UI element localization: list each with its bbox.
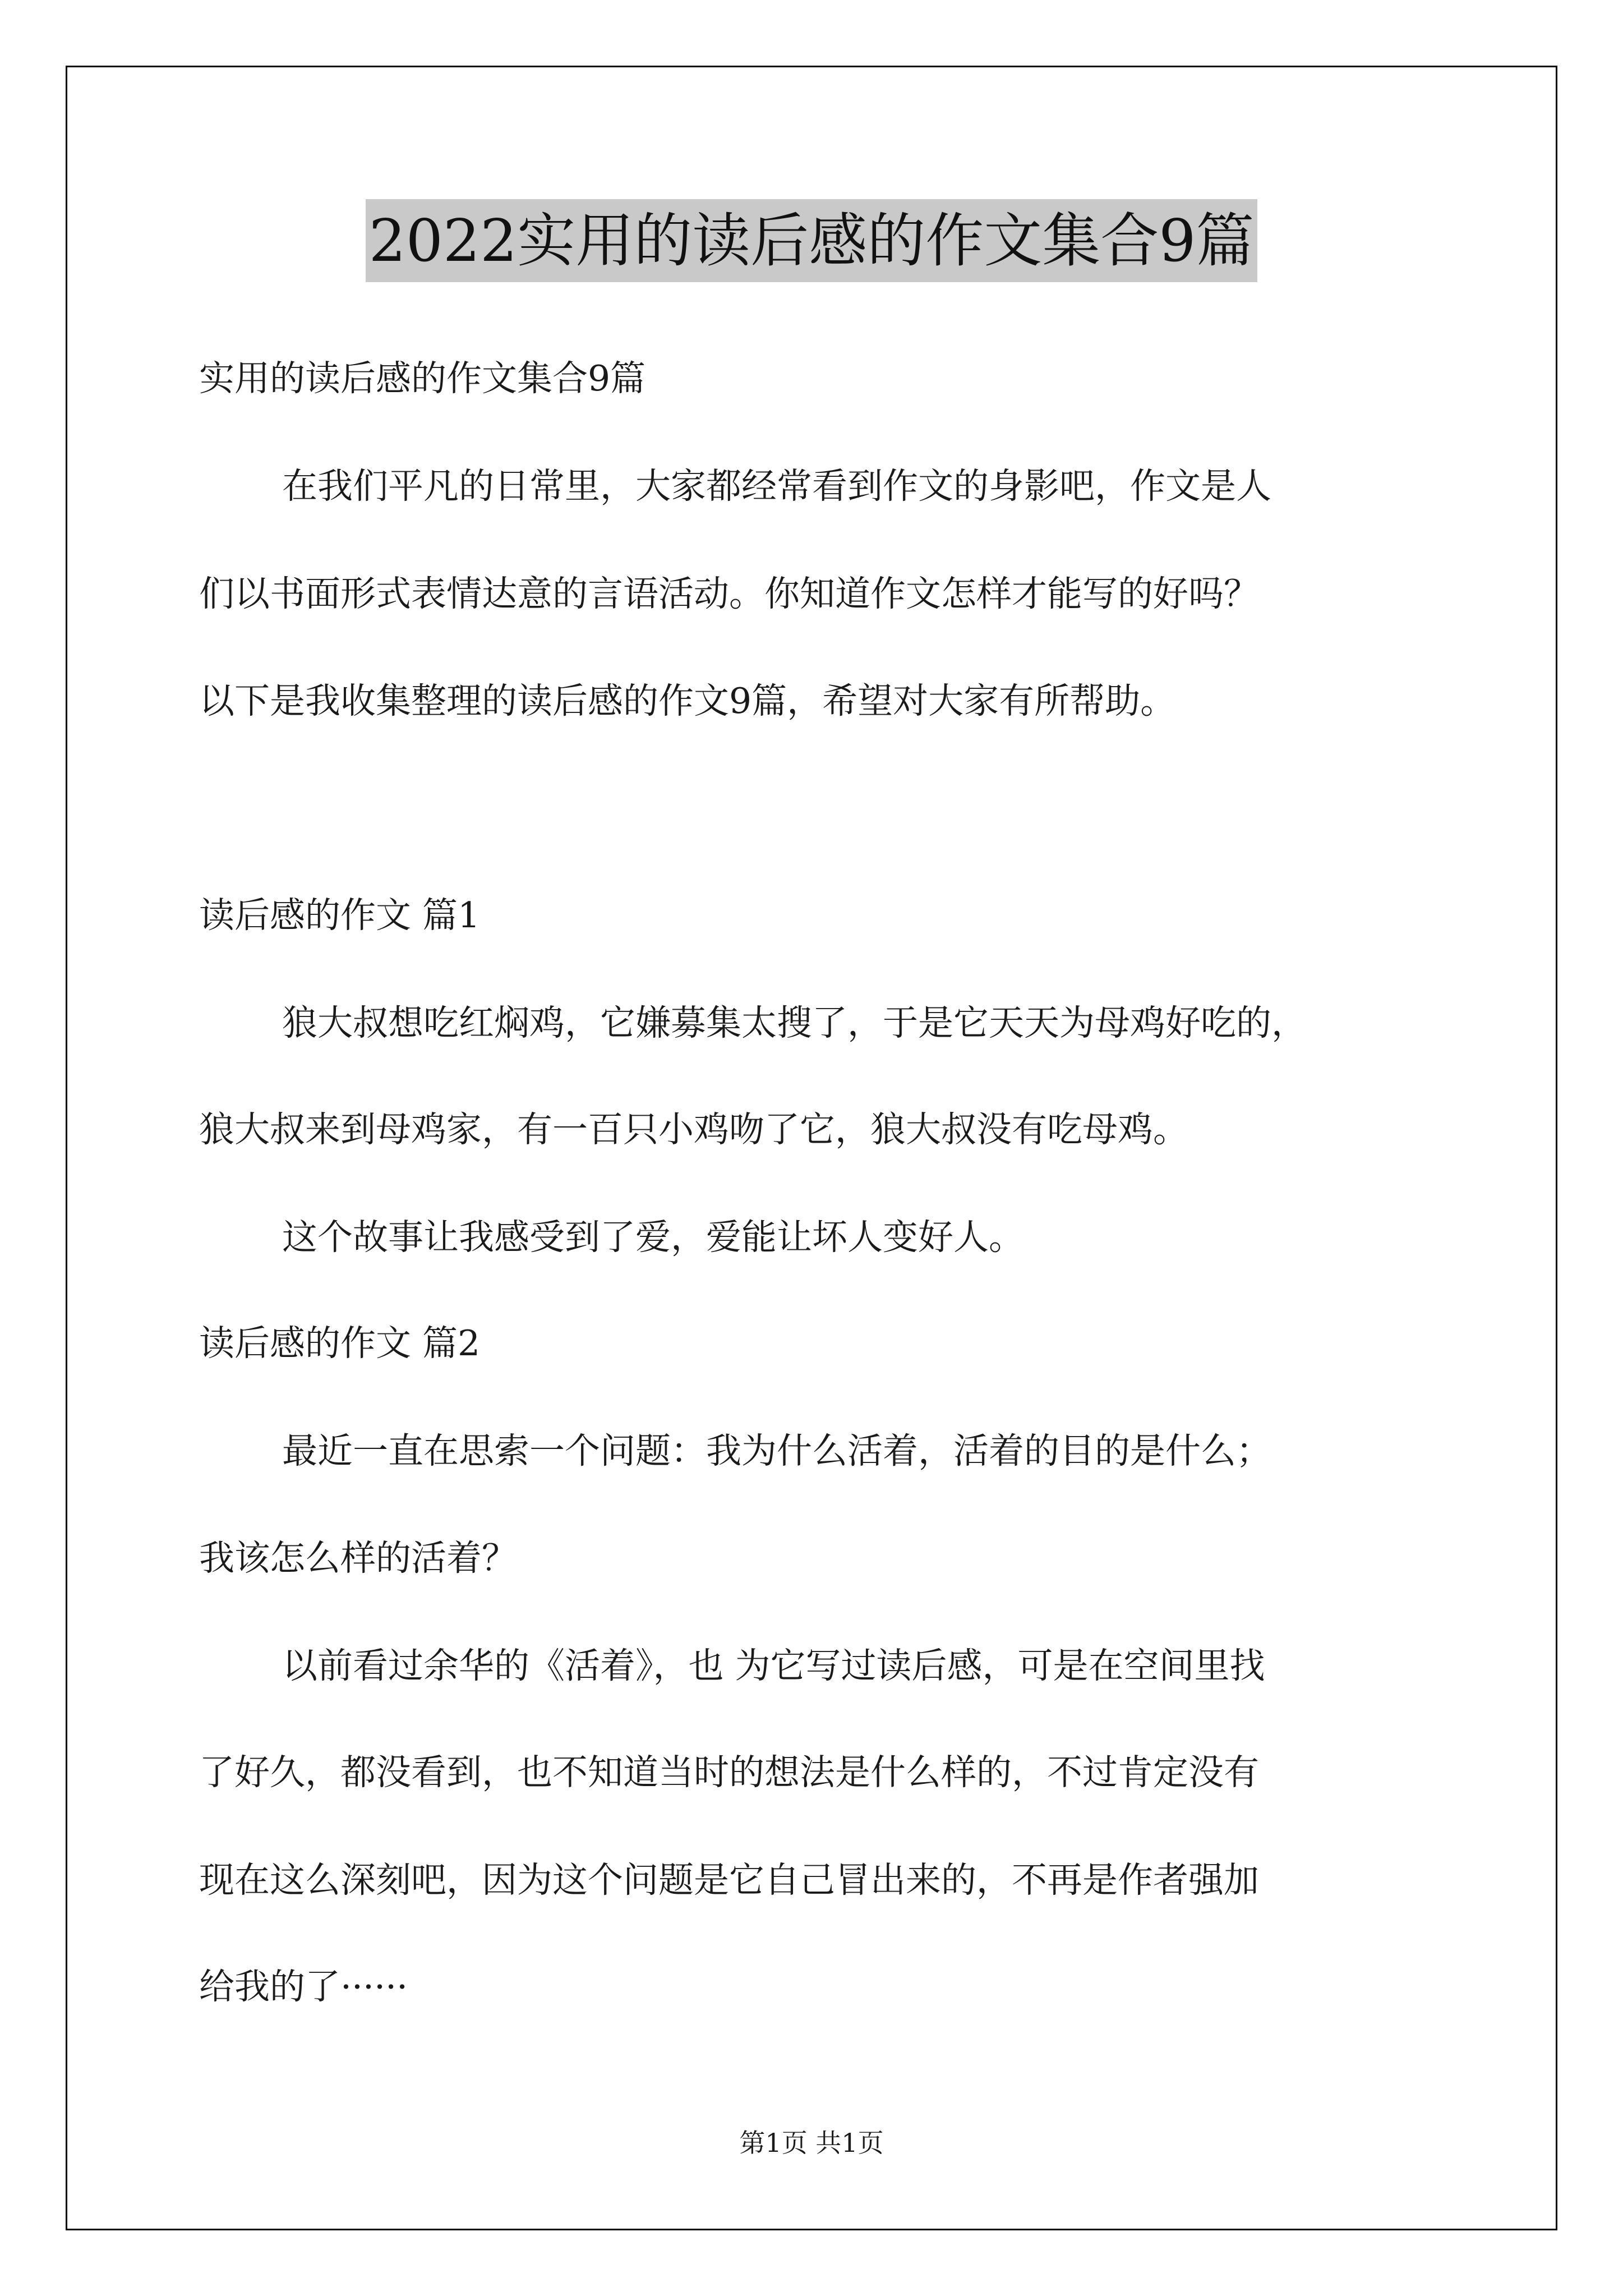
intro-line: 在我们平凡的日常里，大家都经常看到作文的身影吧，作文是人 [282,466,1271,507]
intro-line: 们以书面形式表情达意的言语活动。你知道作文怎样才能写的好吗？ [199,573,1259,614]
paragraph-line: 这个故事让我感受到了爱，爱能让坏人变好人。 [282,1217,1024,1258]
paragraph-line: 了好久，都没看到，也不知道当时的想法是什么样的，不过肯定没有 [199,1752,1259,1793]
page-footer: 第1页 共1页 [739,2128,884,2158]
paragraph-line: 我该怎么样的活着？ [199,1538,517,1579]
section-heading: 读后感的作文 篇2 [199,1323,481,1364]
section-heading: 读后感的作文 篇1 [199,895,481,936]
paragraph-line: 最近一直在思索一个问题：我为什么活着，活着的目的是什么； [282,1430,1271,1471]
title-container [0,199,1623,283]
document-title: 2022实用的读后感的作文集合9篇 [366,199,1258,282]
paragraph-line: 给我的了······ [199,1966,408,2007]
subtitle: 实用的读后感的作文集合9篇 [199,358,646,399]
paragraph-line: 以前看过余华的《活着》，也 为它写过读后感，可是在空间里找 [282,1645,1265,1686]
paragraph-line: 现在这么深刻吧，因为这个问题是它自己冒出来的，不再是作者强加 [199,1860,1259,1901]
paragraph-line: 狼大叔想吃红焖鸡，它嫌募集太搜了，于是它天天为母鸡好吃的， [282,1002,1307,1043]
intro-line: 以下是我收集整理的读后感的作文9篇，希望对大家有所帮助。 [199,680,1176,721]
paragraph-line: 狼大叔来到母鸡家，有一百只小鸡吻了它，狼大叔没有吃母鸡。 [199,1109,1188,1150]
